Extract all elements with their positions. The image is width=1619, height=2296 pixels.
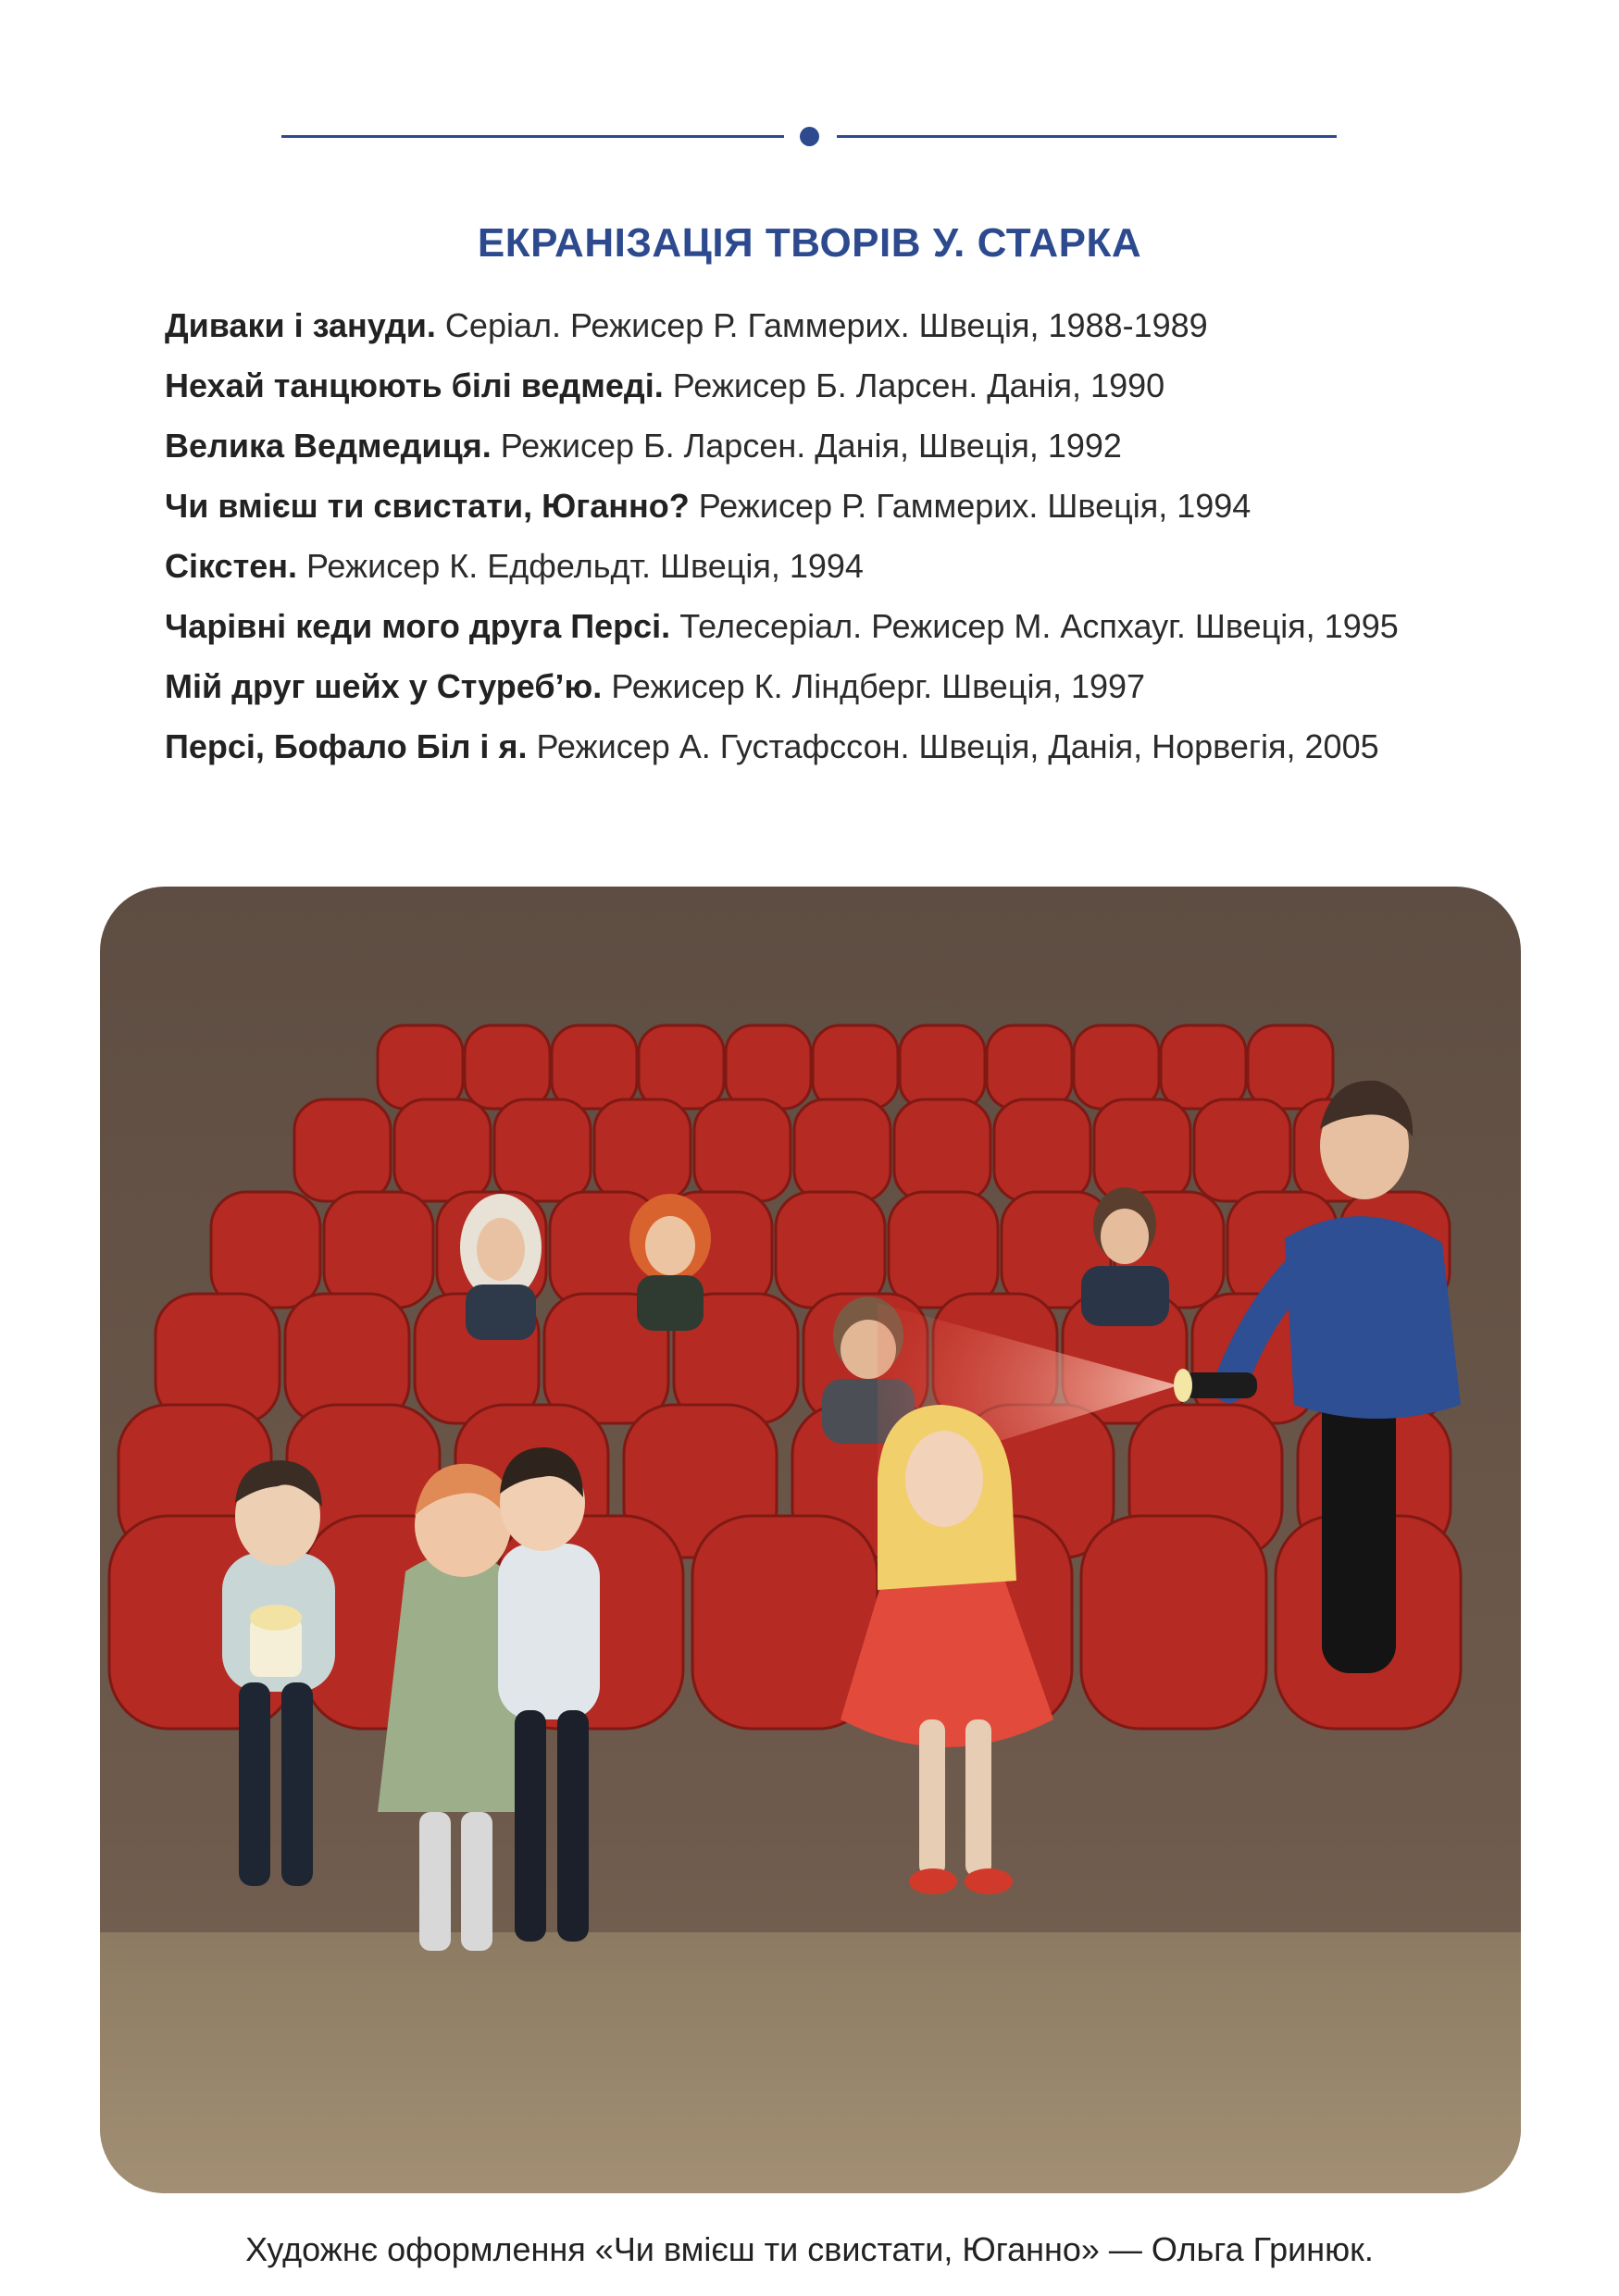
cinema-illustration — [100, 887, 1521, 2193]
film-details: Режисер Р. Гаммерих. Швеція, 1994 — [698, 487, 1252, 525]
red-haired-viewer — [629, 1194, 711, 1331]
illustration-caption: Художнє оформлення «Чи вмієш ти свистати, Юганно» — Ольга Гринюк. — [245, 2230, 1374, 2268]
white-haired-viewer — [460, 1194, 542, 1340]
theatre-seat — [639, 1025, 724, 1109]
film-title: Персі, Бофало Біл і я. — [165, 727, 528, 765]
film-list — [165, 305, 1461, 787]
divider-line-left — [281, 135, 784, 138]
theatre-seat — [378, 1025, 463, 1109]
page-title: ЕКРАНІЗАЦІЯ ТВОРІВ У. СТАРКА — [477, 220, 1142, 266]
film-entry — [165, 486, 1461, 527]
theatre-seat — [726, 1025, 811, 1109]
theatre-seat — [776, 1192, 885, 1308]
theatre-seat — [994, 1099, 1090, 1201]
film-entry — [165, 666, 1461, 707]
theatre-seat — [1074, 1025, 1159, 1109]
floor — [100, 1932, 1521, 2193]
theatre-seat — [1161, 1025, 1246, 1109]
theatre-seat — [294, 1099, 391, 1201]
film-entry — [165, 606, 1461, 647]
theatre-seat — [894, 1099, 990, 1201]
film-entry — [165, 426, 1461, 466]
film-details: Режисер Б. Ларсен. Данія, 1990 — [672, 366, 1165, 404]
theatre-seat — [900, 1025, 985, 1109]
film-title: Чарівні кеди мого друга Персі. — [165, 607, 671, 645]
theatre-seat — [494, 1099, 591, 1201]
theatre-seat — [987, 1025, 1072, 1109]
divider-dot — [800, 127, 819, 146]
theatre-seat — [1081, 1516, 1266, 1729]
film-details: Режисер Б. Ларсен. Данія, Швеція, 1992 — [500, 427, 1122, 465]
film-details: Режисер А. Густафссон. Швеція, Данія, Норвегія, 2005 — [536, 727, 1379, 765]
film-entry — [165, 366, 1461, 406]
theatre-seat — [794, 1099, 890, 1201]
theatre-seat — [594, 1099, 691, 1201]
film-entry — [165, 546, 1461, 587]
film-entry — [165, 726, 1461, 767]
theatre-seat — [211, 1192, 320, 1308]
cinema-scene-svg — [100, 887, 1521, 2193]
film-title: Нехай танцюють білі ведмеді. — [165, 366, 664, 404]
film-entry — [165, 305, 1461, 346]
film-title: Диваки і зануди. — [165, 306, 436, 344]
theatre-seat — [694, 1099, 791, 1201]
theatre-seat — [1094, 1099, 1190, 1201]
film-details: Серіал. Режисер Р. Гаммерих. Швеція, 1988-1989 — [444, 306, 1208, 344]
theatre-seat — [552, 1025, 637, 1109]
film-title: Сікстен. — [165, 547, 297, 585]
theatre-seat — [813, 1025, 898, 1109]
film-details: Телесеріал. Режисер М. Аспхауг. Швеція, 1995 — [679, 607, 1399, 645]
film-details: Режисер К. Ліндберг. Швеція, 1997 — [611, 667, 1146, 705]
film-title: Чи вмієш ти свистати, Юганно? — [165, 487, 690, 525]
film-title: Велика Ведмедиця. — [165, 427, 492, 465]
theatre-seat — [465, 1025, 550, 1109]
decorative-divider — [281, 127, 1337, 147]
film-details: Режисер К. Едфельдт. Швеція, 1994 — [305, 547, 864, 585]
film-title: Мій друг шейх у Стуреб’ю. — [165, 667, 603, 705]
theatre-seat — [889, 1192, 998, 1308]
theatre-seat — [1194, 1099, 1290, 1201]
theatre-seat — [394, 1099, 491, 1201]
theatre-seat — [1248, 1025, 1333, 1109]
divider-line-right — [837, 135, 1337, 138]
theatre-seat — [324, 1192, 433, 1308]
